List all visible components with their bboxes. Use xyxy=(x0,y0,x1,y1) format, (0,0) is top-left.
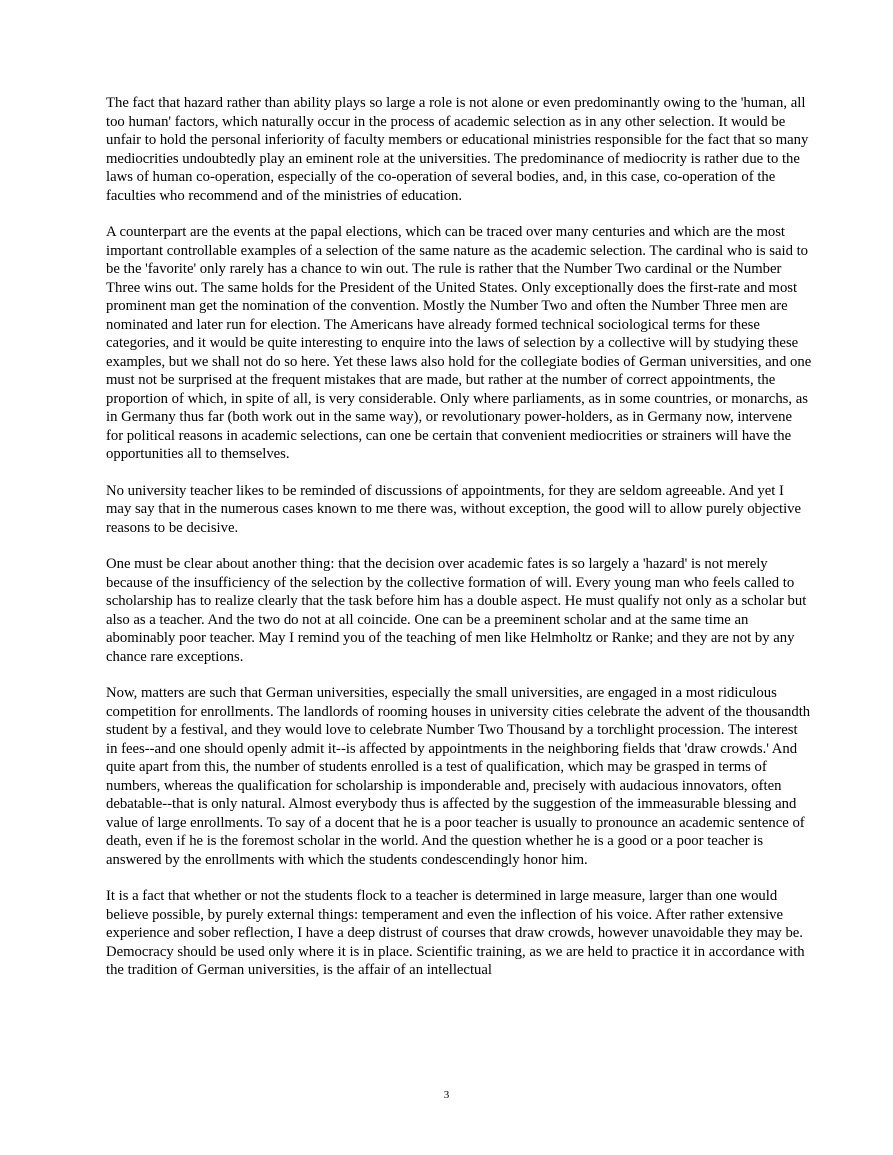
paragraph: The fact that hazard rather than ability plays so large a role is not alone or even predominantly owing to the 'human, all too human' factors, which naturally occur in the process of academic selection as in any other selection. It would be unfair to hold the personal inferiority of faculty members or educational ministries responsible for the fact that so many mediocrities undoubtedly play an eminent role at the universities. The predominance of mediocrity is rather due to the laws of human co-operation, especially of the co-operation of several bodies, and, in this case, co-operation of the faculties who recommend and of the ministries of education. xyxy=(106,95,809,204)
page-body xyxy=(106,94,812,998)
paragraph: A counterpart are the events at the papal elections, which can be traced over many centuries and which are the most important controllable examples of a selection of the same nature as the academic selection. The cardinal who is said to be the 'favorite' only rarely has a chance to win out. The rule is rather that the Number Two cardinal or the Number Three wins out. The same holds for the President of the United States. Only exceptionally does the first-rate and most prominent man get the nomination of the convention. Mostly the Number Two and often the Number Three men are nominated and later run for election. The Americans have already formed technical sociological terms for these categories, and it would be quite interesting to enquire into the laws of selection by a collective will by studying these examples, but we shall not do so here. Yet these laws also hold for the collegiate bodies of German universities, and one must not be surprised at the frequent mistakes that are made, but rather at the number of correct appointments, the proportion of which, in spite of all, is very considerable. Only where parliaments, as in some countries, or monarchs, as in Germany thus far (both work out in the same way), or revolutionary power-holders, as in Germany now, intervene for political reasons in academic selections, can one be certain that convenient mediocrities or strainers will have the opportunities all to themselves. xyxy=(106,224,812,462)
paragraph: It is a fact that whether or not the students flock to a teacher is determined in large measure, larger than one would believe possible, by purely external things: temperament and even the inflection of his voice. After rather extensive experience and sober reflection, I have a deep distrust of courses that draw crowds, however unavoidable they may be. Democracy should be used only where it is in place. Scientific training, as we are held to practice it in accordance with the tradition of German universities, is the affair of an intellectual xyxy=(106,888,805,978)
paragraph: One must be clear about another thing: that the decision over academic fates is so largely a 'hazard' is not merely because of the insufficiency of the selection by the collective formation of will. Every young man who feels called to scholarship has to realize clearly that the task before him has a double aspect. He must qualify not only as a scholar but also as a teacher. And the two do not at all coincide. One can be a preeminent scholar and at the same time an abominably poor teacher. May I remind you of the teaching of men like Helmholtz or Ranke; and they are not by any chance rare exceptions. xyxy=(106,556,807,665)
paragraph: Now, matters are such that German universities, especially the small universities, are engaged in a most ridiculous competition for enrollments. The landlords of rooming houses in university cities celebrate the advent of the thousandth student by a festival, and they would love to celebrate Number Two Thousand by a torchlight procession. The interest in fees--and one should openly admit it--is affected by appointments in the neighboring fields that 'draw crowds.' And quite apart from this, the number of students enrolled is a test of qualification, which may be grasped in terms of numbers, whereas the qualification for scholarship is imponderable and, precisely with audacious innovators, often debatable--that is only natural. Almost everybody thus is affected by the suggestion of the immeasurable blessing and value of large enrollments. To say of a docent that he is a poor teacher is usually to pronounce an academic sentence of death, even if he is the foremost scholar in the world. And the question whether he is a good or a poor teacher is answered by the enrollments with which the students condescendingly honor him. xyxy=(106,685,811,868)
paragraph: No university teacher likes to be reminded of discussions of appointments, for they are seldom agreeable. And yet I may say that in the numerous cases known to me there was, without exception, the good will to allow purely objective reasons to be decisive. xyxy=(106,482,802,536)
page-number: 3 xyxy=(443,1089,450,1101)
